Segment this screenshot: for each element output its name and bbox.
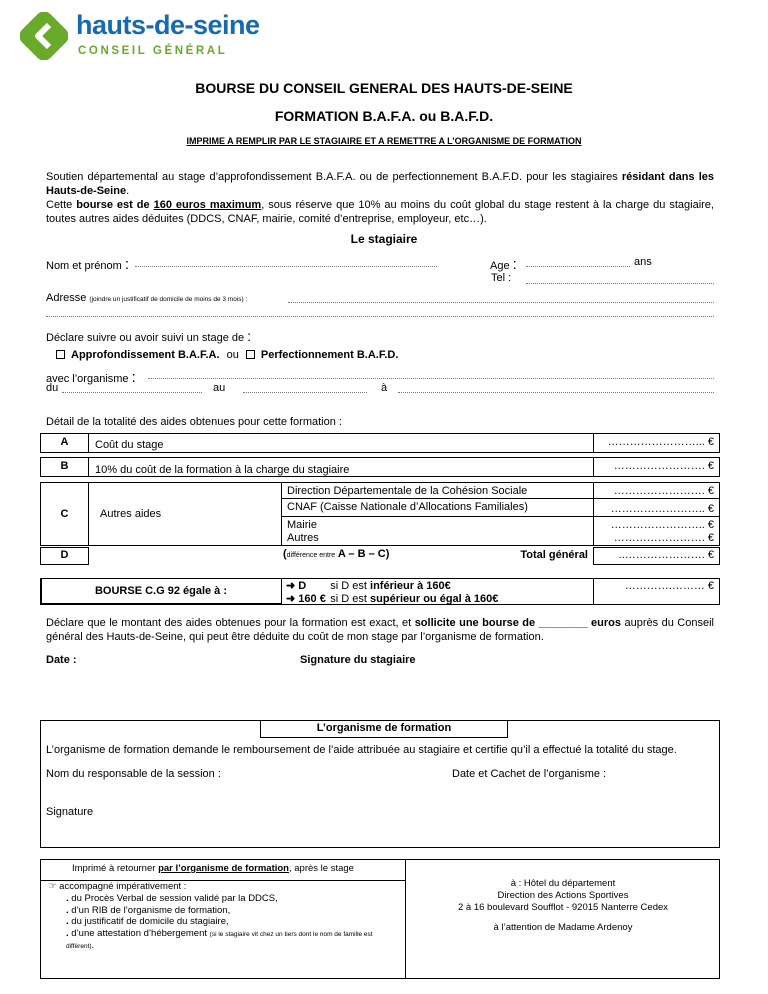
- intro2-text: Cette: [46, 199, 77, 211]
- row-c3-value[interactable]: …………………….. €: [610, 519, 714, 531]
- address-block: [406, 878, 720, 934]
- instruction-text: IMPRIME A REMPLIR PAR LE STAGIAIRE ET A REMETTRE A L’ORGANISME DE FORMATION: [186, 136, 582, 146]
- au-label: au: [213, 382, 226, 394]
- intro-text: Soutien départemental au stage d’approfondissement B.A.F.A. ou de perfectionnement B.A.F.D. pour les stagiaires: [46, 171, 622, 183]
- colon: :: [512, 256, 517, 273]
- address-line: Direction des Actions Sportives: [497, 890, 629, 901]
- accompagne-text: accompagné impérativement :: [59, 881, 187, 892]
- row-c2-value[interactable]: …………………….. €: [610, 503, 714, 515]
- checkbox-icon[interactable]: [246, 350, 255, 359]
- intro-bold: résidant dans les Hauts-de-Seine: [46, 171, 714, 197]
- list-item-text: du Procès Verbal de session validé par la DDCS,: [71, 893, 278, 904]
- du-label: du: [46, 382, 59, 394]
- organisme-label: [46, 369, 136, 386]
- ans-label: ans: [634, 256, 652, 268]
- adresse-label-text: Adresse: [46, 292, 87, 304]
- bourse-rule-1-text: si D est: [330, 580, 371, 592]
- row-c3-label: Mairie: [287, 519, 317, 531]
- page-title: BOURSE DU CONSEIL GENERAL DES HAUTS-DE-SEINE: [195, 80, 573, 96]
- list-item: . du justificatif de domicile du stagiaire,: [66, 916, 229, 927]
- age-field[interactable]: [526, 266, 630, 267]
- signature-stagiaire-label: Signature du stagiaire: [300, 654, 416, 666]
- list-item: . d’un RIB de l’organisme de formation,: [66, 904, 231, 916]
- adresse-field-2[interactable]: [46, 316, 714, 317]
- page-subtitle: FORMATION B.A.F.A. ou B.A.F.D.: [274, 108, 494, 124]
- list-item-end: .: [91, 940, 95, 951]
- retour-start: Imprimé à retourner: [72, 863, 159, 874]
- tel-field[interactable]: [526, 283, 714, 284]
- row-c2-label: CNAF (Caisse Nationale d’Allocations Familiales): [287, 501, 528, 513]
- organisme-heading: L’organisme de formation: [316, 722, 452, 734]
- row-c-line2: [281, 516, 720, 517]
- intro-paragraph-2: [46, 198, 714, 226]
- age-label-text: Age: [490, 260, 510, 272]
- organisme-text: L’organisme de formation demande le remboursement de l’aide attribuée au stagiaire et certifie qu’il a effectué la totalité du stage.: [46, 744, 677, 756]
- row-c-label: Autres aides: [100, 508, 162, 520]
- row-a-letter: A: [60, 436, 69, 448]
- row-b-value[interactable]: ……………………. €: [613, 460, 714, 472]
- list-item-text: d’un RIB de l’organisme de formation,: [71, 904, 231, 916]
- accompagne-line: [48, 881, 186, 892]
- option-bafd[interactable]: [246, 349, 399, 361]
- bourse-rule-2-value: 160 €: [298, 593, 326, 605]
- aides-intro: Détail de la totalité des aides obtenues pour cette formation :: [46, 416, 342, 428]
- age-label: [490, 256, 517, 273]
- address-attention: à l’attention de Madame Ardenoy: [493, 922, 633, 933]
- paren: (: [283, 548, 287, 560]
- retour-bold: par l’organisme de formation: [158, 863, 289, 874]
- date-label: Date :: [46, 654, 77, 666]
- total-label: Total général: [520, 549, 588, 561]
- bourse-rule-2-text: si D est: [330, 593, 371, 605]
- row-c4-value[interactable]: ……………………. €: [613, 532, 714, 544]
- adresse-note: (joindre un justificatif de domicile de moins de 3 mois) :: [89, 296, 248, 303]
- declaration-text: Déclare que le montant des aides obtenues pour la formation est exact, et: [46, 617, 415, 629]
- arrow-right-icon: ➜: [286, 580, 296, 592]
- retour-text: [72, 863, 354, 874]
- row-a-value[interactable]: ……………………... €: [607, 436, 714, 448]
- intro-paragraph: [46, 170, 714, 198]
- row-b-label: 10% du coût de la formation à la charge du stagiaire: [95, 464, 350, 476]
- bourse-value[interactable]: ………….……… €: [624, 580, 714, 592]
- option-bafa-label: Approfondissement B.A.F.A.: [71, 349, 220, 361]
- list-item-text: du justificatif de domicile du stagiaire,: [71, 916, 229, 927]
- bourse-label: BOURSE C.G 92 égale à :: [94, 585, 228, 597]
- colon: :: [247, 328, 252, 344]
- intro2-end: , sous réserve que 10% au moins du coût global du stage restent à la charge du stagiaire, toutes autres aides déduites (DDCS, CNAF, mairie, comité d’entreprise, employeur, etc…).: [46, 199, 714, 225]
- adresse-field[interactable]: [288, 302, 714, 303]
- list-item-text: d’une attestation d’hébergement: [71, 927, 208, 939]
- option-bafa[interactable]: [56, 349, 220, 361]
- nom-field[interactable]: [135, 266, 437, 267]
- arrow-right-icon: ➜: [286, 593, 296, 605]
- bourse-rule-2: [286, 592, 498, 605]
- a-field[interactable]: [398, 392, 714, 393]
- row-d-formula: [283, 548, 389, 560]
- stage-options: [56, 349, 398, 361]
- row-d-letter: D: [60, 549, 69, 561]
- declaration-end: auprès du Conseil général des Hauts-de-Seine, qui peut être déduite du coût de mon stage par l’organisme de formation.: [46, 617, 714, 643]
- address-line: à : Hôtel du département: [510, 878, 616, 889]
- ou-text: ou: [226, 349, 239, 361]
- adresse-label: [46, 292, 247, 304]
- signature-organisme-label: Signature: [46, 806, 94, 818]
- list-item: . d’une attestation d’hébergement (si le stagiaire vit chez un tiers dont le nom de famille est différent).: [66, 927, 373, 951]
- colon: :: [131, 369, 136, 386]
- bourse-rule-1-value: D: [298, 580, 307, 592]
- intro2-amount: 160 euros maximum: [153, 199, 262, 211]
- checkbox-icon[interactable]: [56, 350, 65, 359]
- row-b-letter: B: [60, 460, 69, 472]
- intro2-bold: bourse est de: [76, 199, 154, 211]
- option-bafd-label: Perfectionnement B.A.F.D.: [260, 349, 399, 361]
- organisme-label-text: avec l’organisme: [46, 373, 129, 385]
- du-field[interactable]: [62, 392, 202, 393]
- list-item: . du Procès Verbal de session validé par la DDCS,: [66, 893, 278, 904]
- declaration-bold: sollicite une bourse de ________ euros: [414, 617, 621, 629]
- cachet-label: Date et Cachet de l’organisme :: [452, 768, 607, 780]
- formula: A – B – C): [337, 548, 390, 560]
- list-item-note: (si le stagiaire vit chez un tiers dont le nom de famille est différent): [66, 930, 373, 950]
- row-a-label-cell: [88, 433, 594, 453]
- declare-label: [46, 328, 251, 344]
- declaration-paragraph: [46, 616, 714, 644]
- row-c-line1: [281, 498, 720, 499]
- a-label: à: [381, 382, 388, 394]
- logo-subtitle: CONSEIL GÉNÉRAL: [78, 45, 228, 57]
- bourse-rule-2-bold: supérieur ou égal à 160€: [370, 593, 499, 605]
- au-field[interactable]: [243, 392, 367, 393]
- row-c-letter: C: [60, 508, 69, 520]
- row-a-label: Coût du stage: [95, 439, 164, 451]
- address-line: 2 à 16 boulevard Soufflot - 92015 Nanterre Cedex: [457, 902, 669, 913]
- nom-label-text: Nom et prénom: [46, 260, 122, 272]
- intro-end: .: [126, 185, 130, 197]
- total-value[interactable]: ..…………………. €: [618, 549, 714, 561]
- bourse-rule-1-bold: inférieur à 160€: [370, 580, 451, 592]
- retour-end: , après le stage: [288, 863, 354, 874]
- nom-label: [46, 256, 129, 273]
- row-c1-label: Direction Départementale de la Cohésion Sociale: [287, 485, 528, 497]
- doc-list: [66, 893, 396, 953]
- section-heading-stagiaire: Le stagiaire: [350, 232, 418, 246]
- diff-label: différence entre: [286, 552, 336, 559]
- logo-name: hauts-de-seine: [76, 10, 260, 40]
- bourse-rule-1: [286, 579, 451, 592]
- pointing-hand-icon: ☞: [48, 881, 57, 892]
- responsable-label: Nom du responsable de la session :: [46, 768, 221, 780]
- logo-mark-icon: [20, 12, 68, 60]
- row-c4-label: Autres: [287, 532, 319, 544]
- tel-label: Tel :: [491, 272, 512, 284]
- colon: :: [124, 256, 130, 273]
- logo: [20, 12, 290, 62]
- organisme-box: [40, 720, 720, 848]
- declare-text: Déclare suivre ou avoir suivi un stage de: [46, 332, 245, 344]
- row-c1-value[interactable]: ……………………. €: [613, 485, 714, 497]
- organisme-field[interactable]: [148, 378, 714, 379]
